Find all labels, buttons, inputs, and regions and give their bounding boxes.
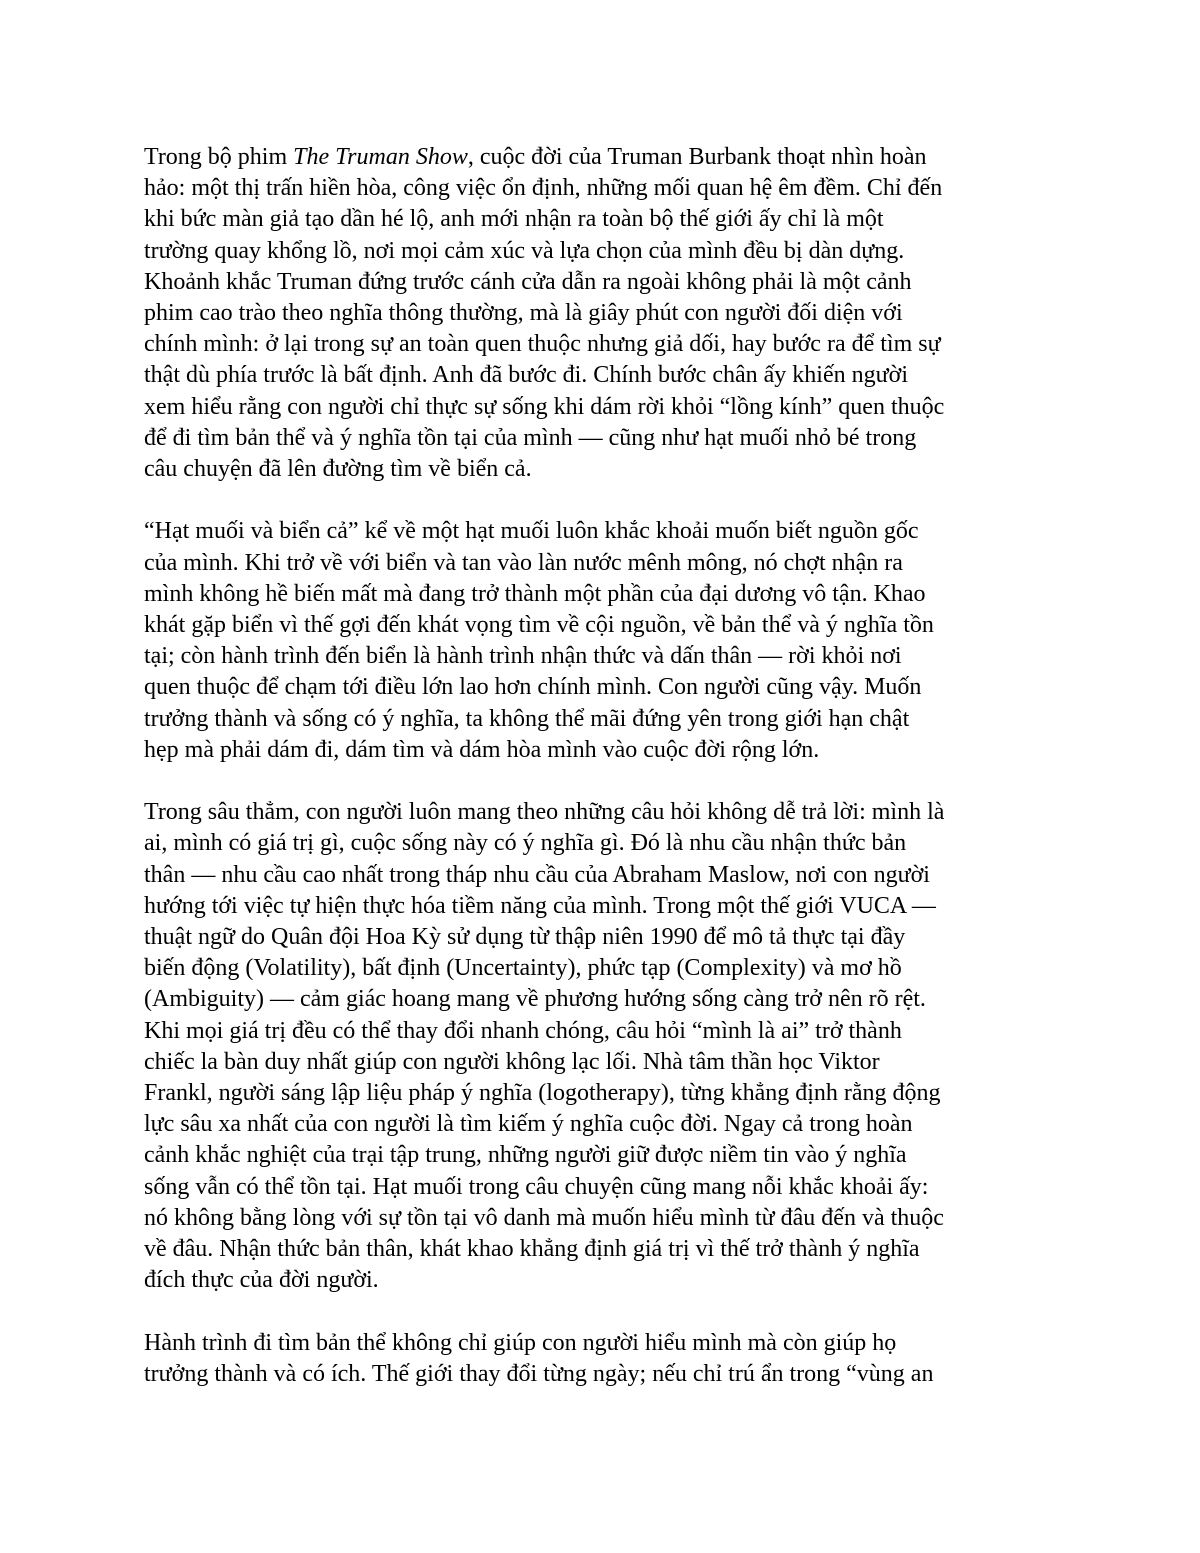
text-run: của mình. Khi trở về với biển và tan vào làn nước mênh mông, nó chợt nhận ra [144,549,903,576]
text-run: để đi tìm bản thể và ý nghĩa tồn tại của mình — cũng như hạt muối nhỏ bé trong [144,424,917,451]
text-line [144,1172,1064,1203]
text-run: Trong sâu thẳm, con người luôn mang theo những câu hỏi không dễ trả lời: mình là [144,799,945,826]
text-line [144,1140,1064,1171]
text-run: hảo: một thị trấn hiền hòa, công việc ổn định, những mối quan hệ êm đềm. Chỉ đến [144,175,943,202]
text-run: trưởng thành và có ích. Thế giới thay đổi từng ngày; nếu chỉ trú ẩn trong “vùng an [144,1360,934,1387]
text-line [144,828,1064,859]
text-run: quen thuộc để chạm tới điều lớn lao hơn chính mình. Con người cũng vậy. Muốn [144,674,922,701]
text-line [144,1078,1064,1109]
text-run: chính mình: ở lại trong sự an toàn quen thuộc nhưng giả dối, hay bước ra để tìm sự [144,331,941,358]
text-line [144,548,1064,579]
text-run: chiếc la bàn duy nhất giúp con người không lạc lối. Nhà tâm thần học Viktor [144,1048,880,1075]
paragraph-spacer [144,485,1064,516]
paragraph-4 [144,1328,1064,1390]
text-run: thật dù phía trước là bất định. Anh đã bước đi. Chính bước chân ấy khiến người [144,362,908,389]
text-run: câu chuyện đã lên đường tìm về biển cả. [144,456,532,483]
text-run: phim cao trào theo nghĩa thông thường, mà là giây phút con người đối diện với [144,300,903,327]
text-run: ai, mình có giá trị gì, cuộc sống này có ý nghĩa gì. Đó là nhu cầu nhận thức bản [144,830,907,857]
text-line [144,204,1064,235]
text-line [144,579,1064,610]
text-run: Hành trình đi tìm bản thể không chỉ giúp con người hiểu mình mà còn giúp họ [144,1329,897,1356]
text-run: “Hạt muối và biển cả” kể về một hạt muối luôn khắc khoải muốn biết nguồn gốc [144,518,919,545]
text-run: , cuộc đời của Truman Burbank thoạt nhìn hoàn [467,144,927,170]
text-line [144,1265,1064,1296]
document-body [144,142,1064,1390]
text-run: trưởng thành và sống có ý nghĩa, ta không thể mãi đứng yên trong giới hạn chật [144,705,910,732]
text-line [144,922,1064,953]
text-line [144,672,1064,703]
text-run: Frankl, người sáng lập liệu pháp ý nghĩa (logotherapy), từng khẳng định rằng động [144,1080,941,1107]
text-line [144,392,1064,423]
text-run: nó không bằng lòng với sự tồn tại vô danh mà muốn hiểu mình từ đâu đến và thuộc [144,1204,944,1231]
text-line [144,1203,1064,1234]
text-run: khi bức màn giả tạo dần hé lộ, anh mới nhận ra toàn bộ thế giới ấy chỉ là một [144,206,884,233]
text-run: trường quay khổng lồ, nơi mọi cảm xúc và lựa chọn của mình đều bị dàn dựng. [144,237,905,264]
text-line [144,1016,1064,1047]
text-run: Khoảnh khắc Truman đứng trước cánh cửa dẫn ra ngoài không phải là một cảnh [144,268,912,295]
text-line [144,1047,1064,1078]
text-run: lực sâu xa nhất của con người là tìm kiếm ý nghĩa cuộc đời. Ngay cả trong hoàn [144,1111,913,1138]
text-line [144,423,1064,454]
text-line [144,298,1064,329]
text-run: Trong bộ phim [144,144,294,170]
text-line [144,953,1064,984]
text-run: thuật ngữ do Quân đội Hoa Kỳ sử dụng từ thập niên 1990 để mô tả thực tại đầy [144,924,906,951]
text-run: về đâu. Nhận thức bản thân, khát khao khẳng định giá trị vì thế trở thành ý nghĩa [144,1236,920,1263]
italic-title-text: The Truman Show [293,144,468,170]
text-line [144,891,1064,922]
text-line [144,516,1064,547]
text-line [144,454,1064,485]
text-line [144,236,1064,267]
text-line [144,360,1064,391]
text-line [144,735,1064,766]
paragraph-spacer [144,766,1064,797]
text-line [144,1109,1064,1140]
text-run: mình không hề biến mất mà đang trở thành một phần của đại dương vô tận. Khao [144,580,926,607]
text-run: hướng tới việc tự hiện thực hóa tiềm năng của mình. Trong một thế giới VUCA — [144,892,936,919]
text-run: biến động (Volatility), bất định (Uncertainty), phức tạp (Complexity) và mơ hồ [144,955,902,982]
paragraph-2 [144,516,1064,766]
text-line [144,860,1064,891]
text-run: tại; còn hành trình đến biển là hành trình nhận thức và dấn thân — rời khỏi nơi [144,643,902,670]
text-run: sống vẫn có thể tồn tại. Hạt muối trong câu chuyện cũng mang nỗi khắc khoải ấy: [144,1173,929,1200]
text-run: thân — nhu cầu cao nhất trong tháp nhu cầu của Abraham Maslow, nơi con người [144,861,930,888]
text-run: đích thực của đời người. [144,1267,379,1294]
text-line [144,142,1064,173]
text-line [144,610,1064,641]
text-run: hẹp mà phải dám đi, dám tìm và dám hòa mình vào cuộc đời rộng lớn. [144,736,820,763]
text-line [144,1234,1064,1265]
text-line [144,329,1064,360]
paragraph-3 [144,797,1064,1296]
text-line [144,1359,1064,1390]
text-run: cảnh khắc nghiệt của trại tập trung, những người giữ được niềm tin vào ý nghĩa [144,1142,907,1169]
text-line [144,984,1064,1015]
text-line [144,641,1064,672]
text-line [144,797,1064,828]
text-line [144,704,1064,735]
text-run: (Ambiguity) — cảm giác hoang mang về phương hướng sống càng trở nên rõ rệt. [144,986,926,1013]
text-line [144,267,1064,298]
paragraph-1 [144,142,1064,485]
text-line [144,1328,1064,1359]
text-run: khát gặp biển vì thế gợi đến khát vọng tìm về cội nguồn, về bản thể và ý nghĩa tồn [144,612,934,639]
text-line [144,173,1064,204]
paragraph-spacer [144,1296,1064,1327]
text-run: Khi mọi giá trị đều có thể thay đổi nhanh chóng, câu hỏi “mình là ai” trở thành [144,1017,902,1044]
text-run: xem hiểu rằng con người chỉ thực sự sống khi dám rời khỏi “lồng kính” quen thuộc [144,393,945,420]
